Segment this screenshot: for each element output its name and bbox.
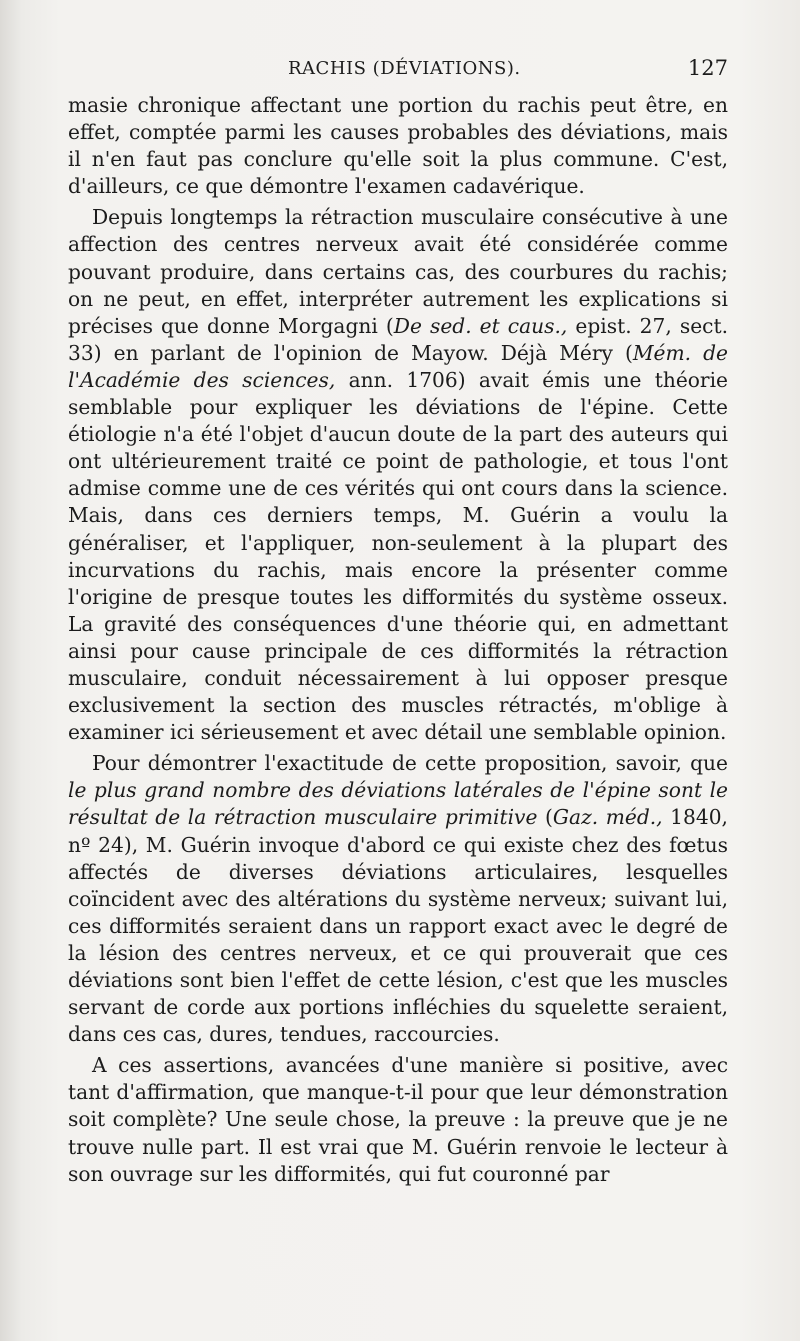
- text-segment: 1840, nº 24), M. Guérin invoque d'abord ce qui existe chez des fœtus affectés de diverses déviations articulaires, lesquelles coïncident avec des altérations du système nerveux; suivant lui, ces difformités seraient dans un rapport exact avec le degré de la lésion des centres nerveux, et ce qui prouverait que ces déviations sont bien l'effet de cette lésion, c'est que les muscles servant de corde aux portions infléchies du squelette seraient, dans ces cas, dures, tendues, raccourcies.: [68, 805, 728, 1047]
- text-segment: (: [537, 805, 553, 830]
- body-text: [68, 92, 728, 1188]
- text-segment: Depuis longtemps la rétraction musculaire consécutive à une affection des centres nerveux avait été considérée comme pouvant produire, dans certains cas, des courbures du rachis; on ne peut, en effet, interpréter autrement les explications si précises que donne Morgagni (: [68, 205, 728, 338]
- paragraph-assertions: [68, 1052, 728, 1187]
- running-header: [68, 58, 728, 86]
- page-number: 127: [687, 56, 728, 80]
- running-title: RACHIS (DÉVIATIONS).: [288, 58, 521, 79]
- paragraph-continuation: [68, 92, 728, 200]
- text-segment: A ces assertions, avancées d'une manière si positive, avec tant d'affirmation, que manque-t-il pour que leur démonstration soit complète? Une seule chose, la preuve : la preuve que je ne trouve nulle part. Il est vrai que M. Guérin renvoie le lecteur à son ouvrage sur les difformités, qui fut couronné par: [68, 1053, 728, 1186]
- text-segment: masie chronique affectant une portion du rachis peut être, en effet, comptée parmi les causes probables des déviations, mais il n'en faut pas conclure qu'elle soit la plus commune. C'est, d'ailleurs, ce que démontre l'examen cadavérique.: [68, 93, 728, 199]
- quoted-proposition: le plus grand nombre des déviations latérales de l'épine sont le résultat de la rétraction musculaire primitive: [68, 778, 728, 830]
- paragraph-retraction-theory: [68, 204, 728, 746]
- paragraph-guerin-proposition: [68, 750, 728, 1048]
- citation-morgagni: De sed. et caus.,: [393, 313, 568, 338]
- citation-gazette: Gaz. méd.,: [552, 805, 663, 830]
- text-segment: epist. 27, sect. 33) en parlant de l'opinion de Mayow. Déjà Méry (: [68, 313, 728, 365]
- text-segment: Pour démontrer l'exactitude de cette proposition, savoir, que: [92, 751, 728, 776]
- text-segment: ann. 1706) avait émis une théorie semblable pour expliquer les déviations de l'épine. Cette étiologie n'a été l'objet d'aucun doute de la part des auteurs qui ont ultérieurement traité ce point de pathologie, et tous l'ont admise comme une de ces vérités qui ont cours dans la science. Mais, dans ces derniers temps, M. Guérin a voulu la généraliser, et l'appliquer, non-seulement à la plupart des incurvations du rachis, mais encore la présenter comme l'origine de presque toutes les difformités du système osseux. La gravité des conséquences d'une théorie qui, en admettant ainsi pour cause principale de ces difformités la rétraction musculaire, conduit nécessairement à lui opposer presque exclusivement la section des muscles rétractés, m'oblige à examiner ici sérieusement et avec détail une semblable opinion.: [68, 367, 728, 745]
- citation-mery: Mém. de l'Académie des sciences,: [68, 340, 728, 392]
